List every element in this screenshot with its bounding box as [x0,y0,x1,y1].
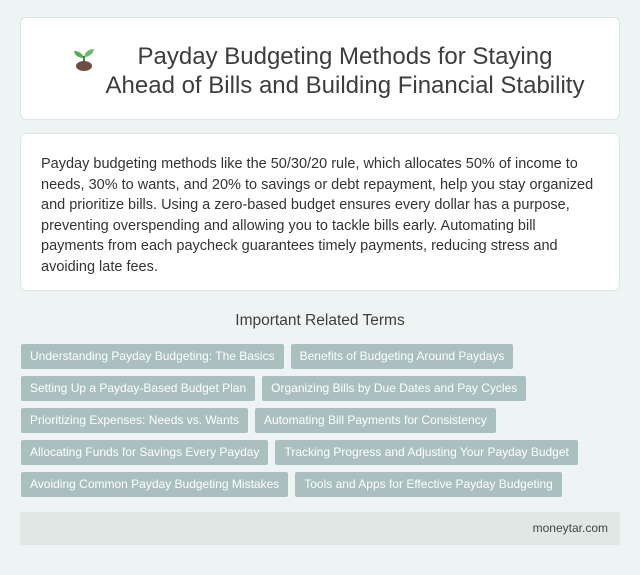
page-title: Payday Budgeting Methods for Staying Ahead of Bills and Building Financial Stability [105,43,585,99]
term-tag[interactable]: Setting Up a Payday-Based Budget Plan [21,376,255,401]
footer-site[interactable]: moneytar.com [532,521,608,535]
term-tag[interactable]: Allocating Funds for Savings Every Payday [21,440,268,465]
term-tag[interactable]: Tracking Progress and Adjusting Your Payday Budget [275,440,577,465]
term-tag[interactable]: Tools and Apps for Effective Payday Budgeting [295,472,562,497]
description-card [20,133,620,291]
related-terms-list [21,344,621,504]
title-wrap [71,42,611,100]
term-tag[interactable]: Prioritizing Expenses: Needs vs. Wants [21,408,248,433]
description-text: Payday budgeting methods like the 50/30/20 rule, which allocates 50% of income to needs, 30% to wants, and 20% to savings or debt repayment, help you stay organized and prioritize bills. Using a zero-based budget ensures every dollar has a purpose, preventing overspending and allowing you to tackle bills early. Automating bill payments from each paycheck guarantees timely payments, reducing stress and avoiding late fees. [41,156,594,275]
related-terms-heading: Important Related Terms [235,312,405,329]
term-tag[interactable]: Organizing Bills by Due Dates and Pay Cycles [262,376,526,401]
sprout-icon [71,42,105,100]
term-tag[interactable]: Benefits of Budgeting Around Paydays [291,344,514,369]
title-card [20,17,620,120]
term-tag[interactable]: Avoiding Common Payday Budgeting Mistakes [21,472,288,497]
footer [20,512,620,545]
term-tag[interactable]: Understanding Payday Budgeting: The Basics [21,344,284,369]
term-tag[interactable]: Automating Bill Payments for Consistency [255,408,496,433]
